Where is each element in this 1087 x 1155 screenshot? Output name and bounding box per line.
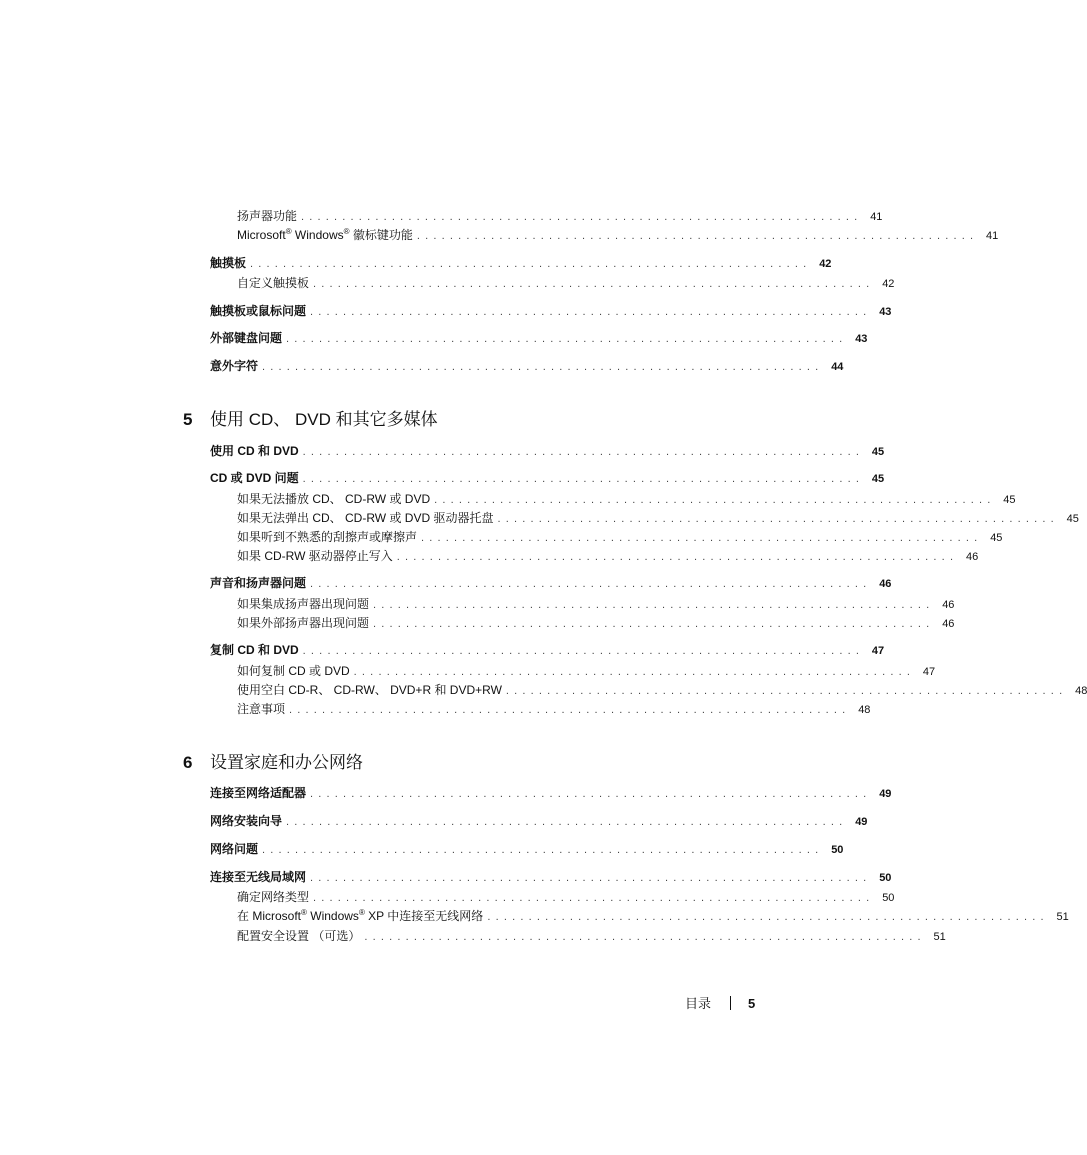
leader-dots: .................................................................... bbox=[421, 532, 983, 544]
toc-entry[interactable] bbox=[210, 468, 885, 488]
toc-entry-page: 45 bbox=[871, 473, 885, 485]
leader-dots: .................................................................... bbox=[286, 333, 848, 345]
toc-entry[interactable] bbox=[237, 926, 946, 946]
toc-entry-page: 48 bbox=[858, 704, 871, 716]
leader-dots: .................................................................... bbox=[364, 931, 926, 943]
leader-dots: .................................................................... bbox=[353, 666, 916, 678]
leader-dots: .................................................................... bbox=[302, 446, 865, 458]
leader-dots: .................................................................... bbox=[434, 494, 996, 506]
toc-entry-title: 如果听到不熟悉的刮擦声或摩擦声 bbox=[237, 530, 418, 544]
toc-entry-title: 注意事项 bbox=[237, 702, 286, 716]
toc-entry-page: 45 bbox=[990, 532, 1003, 544]
toc-entry[interactable] bbox=[237, 546, 979, 566]
toc-entry-page: 51 bbox=[1056, 911, 1069, 923]
chapter-number: 6 bbox=[183, 753, 193, 772]
toc-entry[interactable] bbox=[210, 783, 892, 803]
toc-entry[interactable] bbox=[237, 887, 895, 907]
toc-entry-title: 连接至无线局域网 bbox=[210, 870, 307, 884]
toc-entry-title: 复制 CD 和 DVD bbox=[210, 643, 299, 657]
toc-entry[interactable] bbox=[210, 356, 844, 376]
toc-entry-title: 外部键盘问题 bbox=[210, 331, 283, 345]
toc-entry[interactable] bbox=[237, 699, 871, 719]
chapter-heading[interactable] bbox=[183, 750, 363, 776]
toc-entry-page: 41 bbox=[870, 211, 883, 223]
leader-dots: .................................................................... bbox=[250, 258, 812, 270]
leader-dots: .................................................................... bbox=[313, 278, 875, 290]
leader-dots: .................................................................... bbox=[262, 844, 824, 856]
toc-entry-page: 45 bbox=[871, 446, 885, 458]
leader-dots: .................................................................... bbox=[289, 704, 851, 716]
toc-entry[interactable] bbox=[210, 839, 844, 859]
leader-dots: .................................................................... bbox=[396, 551, 959, 563]
leader-dots: .................................................................... bbox=[286, 816, 848, 828]
toc-entry-page: 50 bbox=[882, 892, 895, 904]
toc-entry-title: 如果集成扬声器出现问题 bbox=[237, 597, 370, 611]
leader-dots: .................................................................... bbox=[416, 230, 979, 242]
toc-entry-title: 网络问题 bbox=[210, 842, 259, 856]
toc-entry-title: 声音和扬声器问题 bbox=[210, 576, 307, 590]
toc-entry-page: 50 bbox=[879, 872, 892, 884]
toc-entry-page: 41 bbox=[986, 230, 999, 242]
toc-entry-page: 45 bbox=[1066, 513, 1079, 525]
toc-entry-title: 意外字符 bbox=[210, 359, 259, 373]
toc-entry-title: 触摸板 bbox=[210, 256, 247, 270]
toc-entry[interactable] bbox=[210, 867, 892, 887]
toc-entry-title: 如果无法弹出 CD、 CD-RW 或 DVD 驱动器托盘 bbox=[237, 511, 494, 525]
toc-entry-title: 如果 CD-RW 驱动器停止写入 bbox=[237, 549, 393, 563]
toc-entry[interactable] bbox=[237, 906, 1069, 926]
toc-entry-page: 46 bbox=[879, 578, 892, 590]
leader-dots: .................................................................... bbox=[373, 618, 935, 630]
toc-entry[interactable] bbox=[210, 441, 885, 461]
toc-entry-page: 50 bbox=[831, 844, 844, 856]
leader-dots: .................................................................... bbox=[301, 211, 863, 223]
toc-entry-page: 46 bbox=[965, 551, 979, 563]
toc-entry-title: 如果外部扬声器出现问题 bbox=[237, 616, 370, 630]
toc-entry[interactable] bbox=[210, 328, 868, 348]
toc-entry-title: 连接至网络适配器 bbox=[210, 786, 307, 800]
leader-dots: .................................................................... bbox=[497, 513, 1059, 525]
toc-entry-title: 自定义触摸板 bbox=[237, 276, 310, 290]
chapter-title: 使用 CD、 DVD 和其它多媒体 bbox=[210, 410, 438, 429]
toc-entry-title: 网络安装向导 bbox=[210, 814, 283, 828]
toc-entry-page: 43 bbox=[855, 333, 868, 345]
toc-entry[interactable] bbox=[210, 640, 885, 660]
leader-dots: .................................................................... bbox=[487, 911, 1049, 923]
page-number: 5 bbox=[748, 996, 756, 1011]
leader-dots: .................................................................... bbox=[302, 645, 865, 657]
leader-dots: .................................................................... bbox=[302, 473, 865, 485]
footer-divider bbox=[730, 996, 731, 1010]
leader-dots: .................................................................... bbox=[310, 872, 872, 884]
toc-entry-title: 在 Microsoft® Windows® XP 中连接至无线网络 bbox=[237, 908, 484, 923]
toc-entry-page: 43 bbox=[879, 306, 892, 318]
toc-entry-page: 46 bbox=[942, 618, 955, 630]
toc-entry[interactable] bbox=[237, 594, 955, 614]
toc-entry-page: 48 bbox=[1075, 685, 1087, 697]
leader-dots: .................................................................... bbox=[262, 361, 824, 373]
toc-entry[interactable] bbox=[210, 253, 832, 273]
toc-entry[interactable] bbox=[237, 206, 883, 226]
toc-entry-page: 45 bbox=[1003, 494, 1016, 506]
toc-entry[interactable] bbox=[237, 680, 1087, 700]
toc-entry-title: 如何复制 CD 或 DVD bbox=[237, 664, 350, 678]
toc-entry-page: 44 bbox=[831, 361, 844, 373]
toc-entry-page: 49 bbox=[879, 788, 892, 800]
toc-entry-title: 如果无法播放 CD、 CD-RW 或 DVD bbox=[237, 492, 431, 506]
toc-entry-title: 确定网络类型 bbox=[237, 890, 310, 904]
toc-entry[interactable] bbox=[210, 811, 868, 831]
toc-entry-title: 扬声器功能 bbox=[237, 209, 298, 223]
footer-section-label: 目录 bbox=[685, 996, 712, 1011]
toc-entry-title: 使用空白 CD-R、 CD-RW、 DVD+R 和 DVD+RW bbox=[237, 683, 502, 697]
toc-entry-page: 42 bbox=[882, 278, 895, 290]
chapter-number: 5 bbox=[183, 410, 193, 429]
toc-entry[interactable] bbox=[237, 273, 895, 293]
leader-dots: .................................................................... bbox=[505, 685, 1068, 697]
toc-entry-title: Microsoft® Windows® 徽标键功能 bbox=[237, 227, 413, 242]
chapter-heading[interactable] bbox=[183, 407, 438, 433]
leader-dots: .................................................................... bbox=[310, 788, 872, 800]
toc-entry[interactable] bbox=[237, 613, 955, 633]
chapter-title: 设置家庭和办公网络 bbox=[210, 753, 363, 772]
toc-entry[interactable] bbox=[210, 573, 892, 593]
toc-entry-page: 46 bbox=[942, 599, 955, 611]
leader-dots: .................................................................... bbox=[313, 892, 875, 904]
toc-entry-title: 使用 CD 和 DVD bbox=[210, 444, 299, 458]
toc-entry-page: 49 bbox=[855, 816, 868, 828]
toc-entry-page: 51 bbox=[933, 931, 946, 943]
leader-dots: .................................................................... bbox=[373, 599, 935, 611]
toc-entry-title: 配置安全设置 （可选） bbox=[237, 929, 361, 943]
toc-entry[interactable] bbox=[237, 489, 1016, 509]
toc-entry[interactable] bbox=[237, 527, 1003, 547]
leader-dots: .................................................................... bbox=[310, 306, 872, 318]
toc-entry[interactable] bbox=[237, 508, 1079, 528]
toc-entry-page: 47 bbox=[871, 645, 885, 657]
leader-dots: .................................................................... bbox=[310, 578, 872, 590]
toc-entry[interactable] bbox=[237, 225, 999, 245]
toc-entry-title: CD 或 DVD 问题 bbox=[210, 471, 299, 485]
toc-entry[interactable] bbox=[237, 661, 936, 681]
toc-entry[interactable] bbox=[210, 301, 892, 321]
toc-entry-page: 42 bbox=[819, 258, 832, 270]
toc-entry-title: 触摸板或鼠标问题 bbox=[210, 304, 307, 318]
toc-entry-page: 47 bbox=[922, 666, 936, 678]
